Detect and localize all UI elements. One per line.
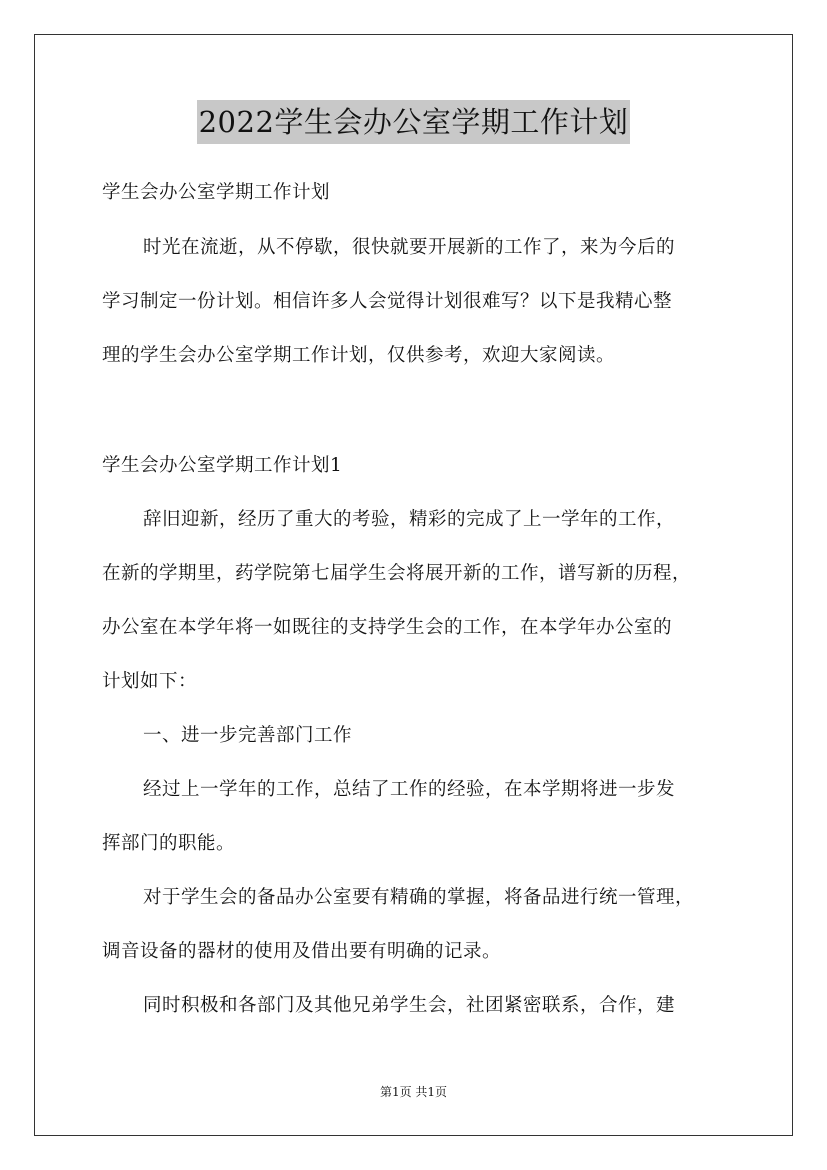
subsection-heading: 一、进一步完善部门工作 [143, 725, 353, 746]
document-title: 2022学生会办公室学期工作计划 [197, 100, 631, 144]
paragraph-line: 经过上一学年的工作，总结了工作的经验，在本学期将进一步发 [143, 779, 676, 800]
paragraph-line: 时光在流逝，从不停歇，很快就要开展新的工作了，来为今后的 [143, 237, 676, 258]
subtitle-line: 学生会办公室学期工作计划 [102, 182, 331, 203]
paragraph-line: 同时积极和各部门及其他兄弟学生会，社团紧密联系，合作，建 [143, 995, 676, 1016]
paragraph-line: 对于学生会的备品办公室要有精确的掌握，将备品进行统一管理， [143, 887, 695, 908]
title-container [0, 100, 827, 144]
paragraph-line: 辞旧迎新，经历了重大的考验，精彩的完成了上一学年的工作， [143, 509, 676, 530]
paragraph-line: 理的学生会办公室学期工作计划，仅供参考，欢迎大家阅读。 [102, 345, 616, 366]
paragraph-line: 挥部门的职能。 [102, 833, 236, 854]
paragraph-line: 办公室在本学年将一如既往的支持学生会的工作，在本学年办公室的 [102, 617, 673, 638]
paragraph-line: 调音设备的器材的使用及借出要有明确的记录。 [102, 941, 502, 962]
paragraph-line: 计划如下： [102, 671, 198, 692]
section-heading: 学生会办公室学期工作计划1 [102, 455, 343, 476]
paragraph-line: 在新的学期里，药学院第七届学生会将展开新的工作，谱写新的历程， [102, 563, 692, 584]
page-number-footer: 第1页 共1页 [379, 1085, 448, 1099]
paragraph-line: 学习制定一份计划。相信许多人会觉得计划很难写？以下是我精心整 [102, 291, 673, 312]
